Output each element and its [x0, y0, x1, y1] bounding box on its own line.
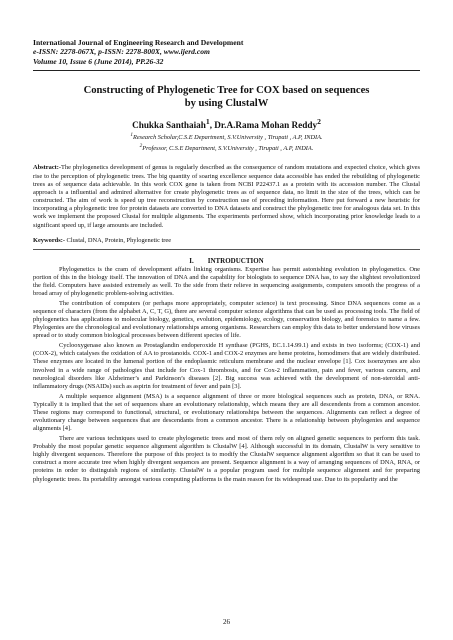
title-line-1: Constructing of Phylogenetic Tree for COX based on sequences: [83, 85, 370, 97]
journal-issn: e-ISSN: 2278-067X, p-ISSN: 2278-800X, www.ijerd.com: [33, 47, 210, 57]
affiliation-2-text: Professor, C.S.E Department, S.V.University , Tirupati , A.P, INDIA.: [142, 145, 314, 153]
author-1-sup: 1: [205, 117, 210, 127]
affiliation-1-text: Research Scholar,C.S.E Department, S.V.University , Tirupati , A.P, INDIA.: [133, 134, 323, 142]
affiliation-1: [33, 131, 420, 142]
journal-name: International Journal of Engineering Research and Development: [33, 38, 244, 47]
author-2-sup: 2: [317, 117, 321, 127]
header-rule: [33, 70, 420, 71]
body-paragraph-1: Phylogenetics is the cram of development affairs linking organisms. Expertise has permit astonishing evolution in phylogenetics. One portion of this in the biology itself. The innovation of DNA and the capability for biologists to sequence DNA has, to say the slightest revolutionized the field. Computers have assisted extremely as well. To the side from their relieve in sequencing assignments, computers smooth the progress of a broad array of phylogenetic problem-solving activities.: [33, 265, 420, 298]
author-2: Dr.A.Rama Mohan Reddy: [214, 120, 318, 131]
keywords: [33, 237, 420, 245]
abstract: [33, 164, 420, 229]
body-paragraph-3: Cyclooxygenase also known as Prostaglandin endoperoxide H synthase (PGHS, EC.1.14.99.1) and exists in two isoforms; (COX-1) and (COX-2), which catalyses the oxidation of AA to prostanoids. COX-1 and COX-2 enzymes are heme proteins, homodimers that are widely distributed. These enzymes are located in the lumenal portion of the endoplasmic reticulum membrane and the nuclear envelope [1]. Cox isoenzymes are also involved in a wide range of pathologies that include for Cox-1 thrombosis, and for Cox-2 inflammation, pain and fever, various cancers, and neurological disorders like Alzheimer’s and Parkinson’s diseases [2]. Big success was achieved with the development of non-steroidal anti-inflammatory drugs (NSAIDs) such as aspirin for treatment of fever and pain [3].: [33, 342, 420, 390]
title-line-2: by using ClustalW: [184, 98, 269, 110]
paper-title: [33, 84, 420, 110]
author-separator: ,: [209, 120, 215, 131]
abstract-label: Abstract:-: [33, 164, 62, 172]
keywords-label: Keywords:-: [33, 236, 65, 244]
section-heading: [33, 257, 420, 266]
section-number: I.: [189, 256, 194, 265]
keywords-rule: [33, 249, 420, 250]
affiliation-2: [33, 142, 420, 153]
abstract-text: The phylogenetics development of genus is regularly described as the consequence of random mutations and expected choice, which gives rise to the perception of phylogenetic trees. The big quantity of soaring excellence sequence data accessible has ended the rebuilding of phylogenetic trees as of sequence data achievable. In this work COX gene is taken from NCBI P22437.1 as a protein with its accession number. The Clustal approach is a influential and admired alternative for create phylogenetic trees as of sequence data, no limit in the size of the trees, which can be constructed. The aim of work is speed up tree reconstruction by construction use of preceding information. Here put forward a new heuristic for incorporating a phylogenetic tree for protein datasets are converted to DNA datasets and construct the phylogenetic tree for analogous data set. In this work we implement the proposed Clustal for multiple alignments. The experiments performed show, which incorporating prior knowledge leads to a significant speed up, if large amounts are included.: [33, 164, 420, 229]
page-number: 26: [223, 618, 230, 626]
section-title: INTRODUCTION: [207, 256, 264, 265]
author-1: Chukka Santhaiah: [132, 120, 206, 131]
affiliation-2-sup: 2: [139, 143, 143, 150]
author-list: [33, 116, 420, 131]
body-paragraph-5: There are various techniques used to create phylogenetic trees and most of them rely on aligned genetic sequences to perform this task. Probably the most popular genetic sequence alignment algorithm is ClustalW [4]. Although successful in its domain, ClustalW is very sensitive to highly divergent sequences. Therefore the purpose of this project is to modify the ClustalW sequence alignment algorithm so that it can be used to construct a more accurate tree when highly divergent sequences are present. Sequence alignment is a way of arranging sequences of DNA, RNA, or proteins in order to distinguish regions of similarity. ClustalW is a popular program used for multiple sequence alignment and for preparing phylogenetic trees. Its portability amongst various computing platforms is the main reason for its widespread use. Due to its popularity and the: [33, 434, 420, 483]
journal-volume: Volume 10, Issue 6 (June 2014), PP.26-32: [33, 56, 164, 66]
keywords-text: Clustal, DNA, Protein, Phylogenetic tree: [64, 236, 172, 244]
affiliation-1-sup: 1: [130, 132, 134, 139]
paper-page: [33, 38, 420, 485]
body-paragraph-4: A multiple sequence alignment (MSA) is a sequence alignment of three or more biological sequences such as protein, DNA, or RNA. Typically it is implied that the set of sequences share an evolutionary relationship, which means they are all descendents from a common ancestor. These regions may correspond to functional, structural, or evolutionary relationships between the sequences. Alignments can reflect a degree of evolutionary change between sequences that are descendants from a common ancestor. There is a relationship between phylogenies and sequence alignments [4].: [33, 392, 420, 433]
body-paragraph-2: The contribution of computers (or perhaps more appropriately, computer science) is text processing. Since DNA sequences come as a sequence of characters (from the alphabet A, C, T, G), there are several computer science algorithms that can be used as processing tools. The field of phylogenetics has applications to molecular biology, genetics, evolution, epidemiology, ecology, conservation biology, and forensics to name a few. Phylogenies are the chronological and evolutionary relationships among organisms. Researchers can employ this data to better understand how viruses spread or to study common biological processes between different species of life.: [33, 299, 420, 340]
journal-header: [33, 38, 420, 66]
